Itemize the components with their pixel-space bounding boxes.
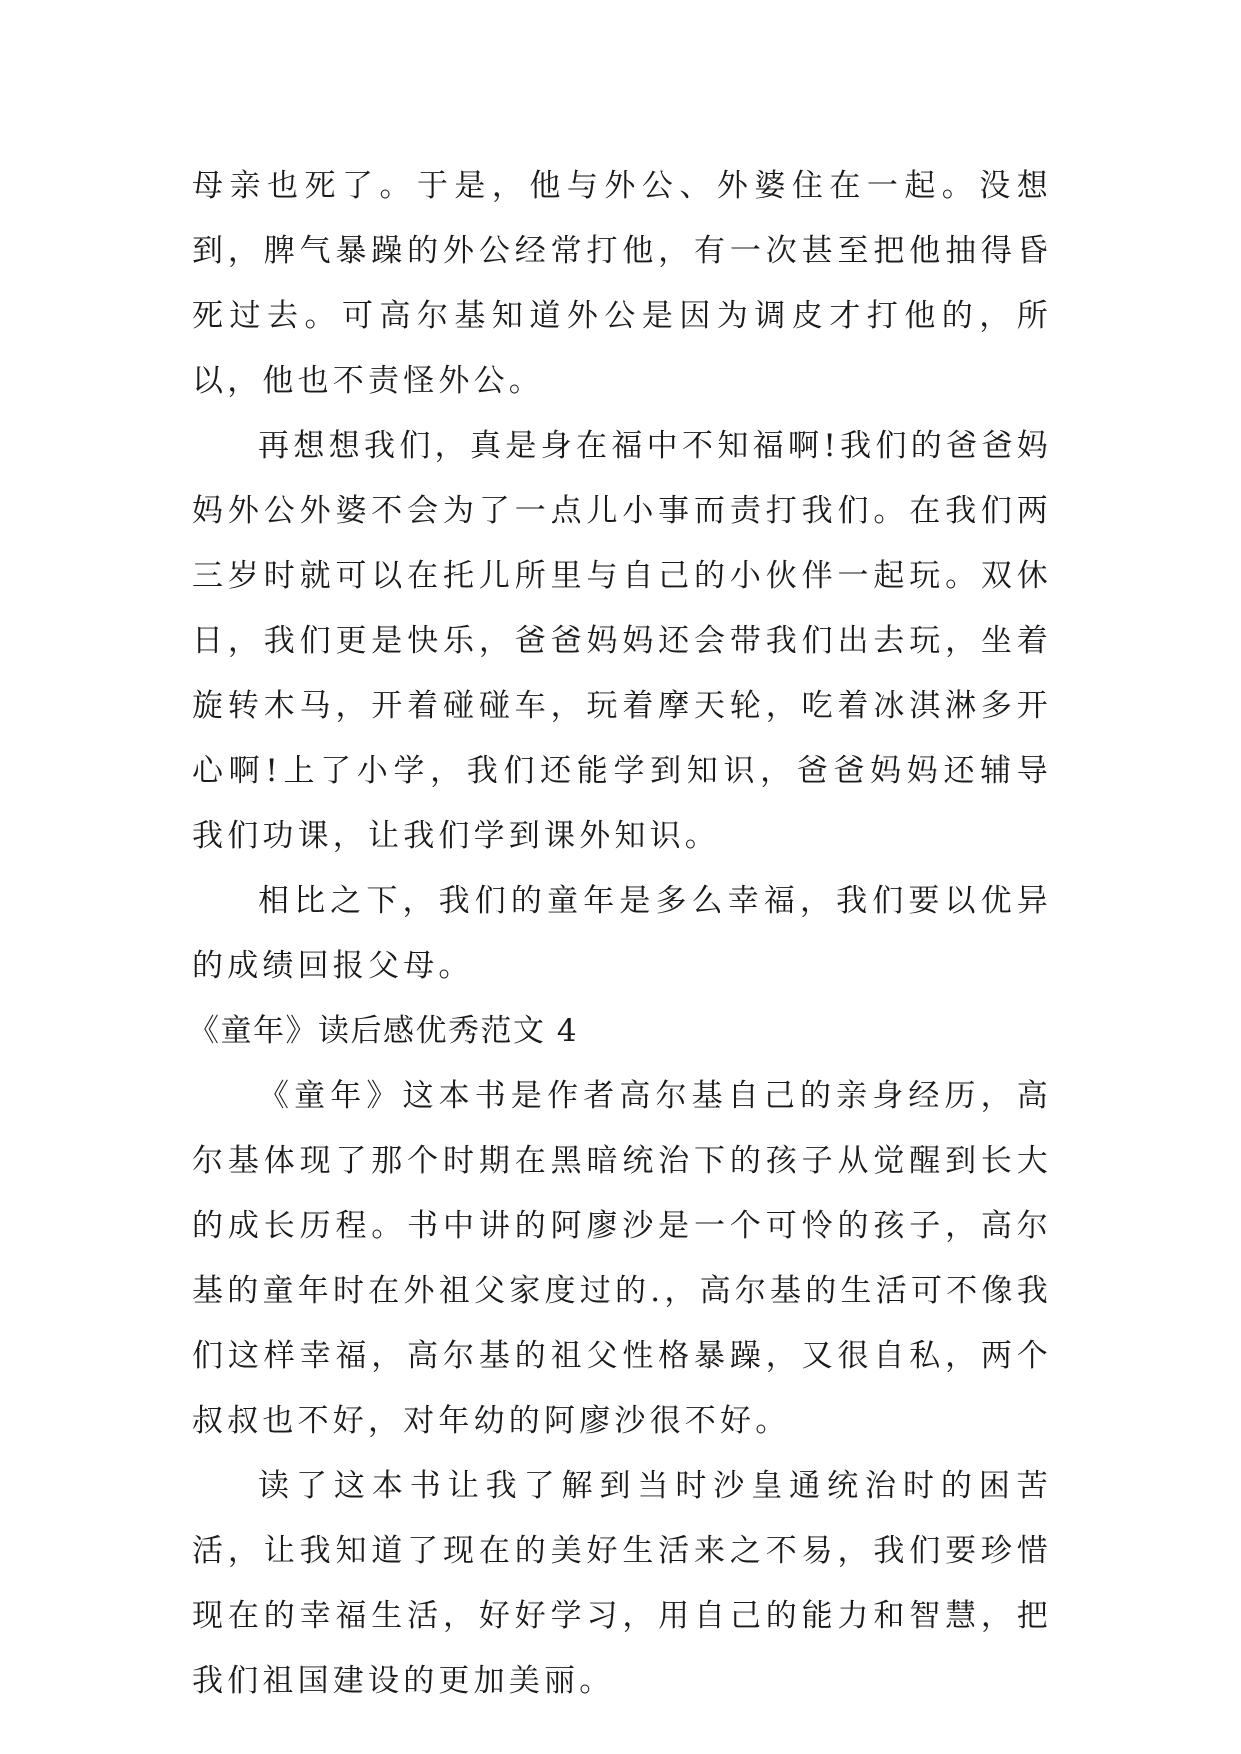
- document-body: [188, 154, 1052, 1714]
- paragraph-reflection: 读了这本书让我了解到当时沙皇通统治时的困苦活，让我知道了现在的美好生活来之不易，我们要珍惜现在的幸福生活，好好学习，用自己的能力和智慧，把我们祖国建设的更加美丽。: [192, 1468, 1052, 1699]
- paragraph-continuation: 母亲也死了。于是，他与外公、外婆住在一起。没想到，脾气暴躁的外公经常打他，有一次甚至把他抽得昏死过去。可高尔基知道外公是因为调皮才打他的，所以，他也不责怪外公。: [192, 168, 1052, 399]
- paragraph-comparison: 再想想我们，真是身在福中不知福啊!我们的爸爸妈妈外公外婆不会为了一点儿小事而责打我们。在我们两三岁时就可以在托儿所里与自己的小伙伴一起玩。双休日，我们更是快乐，爸爸妈妈还会带我们出去玩，坐着旋转木马，开着碰碰车，玩着摩天轮，吃着冰淇淋多开心啊!上了小学，我们还能学到知识，爸爸妈妈还辅导我们功课，让我们学到课外知识。: [192, 428, 1052, 854]
- section-heading: 《童年》读后感优秀范文 4: [188, 1013, 579, 1049]
- paragraph-conclusion: 相比之下，我们的童年是多么幸福，我们要以优异的成绩回报父母。: [192, 883, 1052, 984]
- paragraph-book-intro: 《童年》这本书是作者高尔基自己的亲身经历，高尔基体现了那个时期在黑暗统治下的孩子从觉醒到长大的成长历程。书中讲的阿廖沙是一个可怜的孩子，高尔基的童年时在外祖父家度过的.，高尔基的生活可不像我们这样幸福，高尔基的祖父性格暴躁，又很自私，两个叔叔也不好，对年幼的阿廖沙很不好。: [192, 1078, 1052, 1439]
